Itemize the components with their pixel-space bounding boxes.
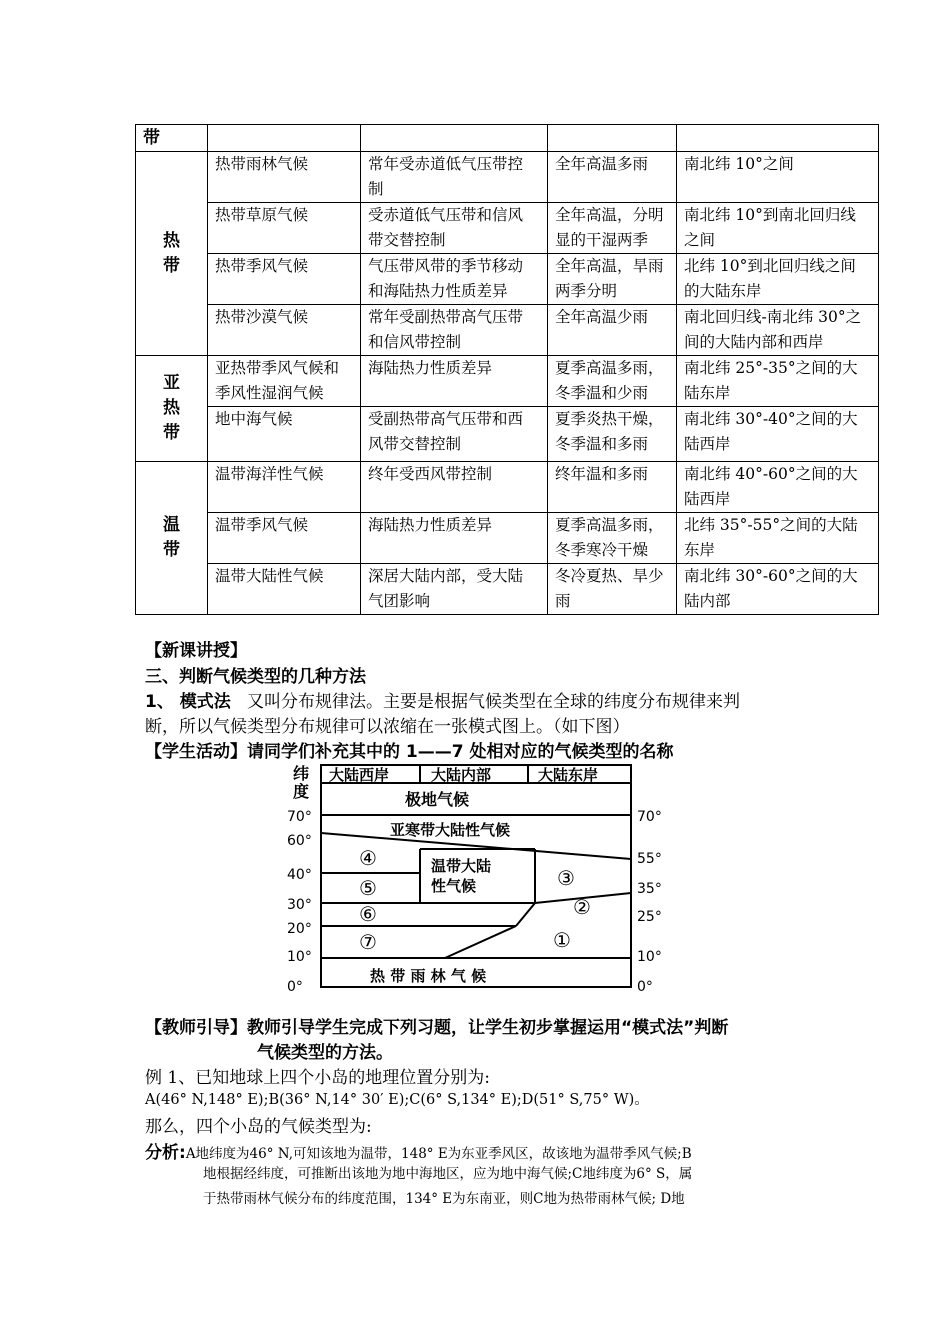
climate-cause: 终年受西风带控制 [361,462,548,513]
climate-feature: 夏季高温多雨， 冬季温和少雨 [548,356,677,407]
climate-table [135,124,879,615]
climate-range: 南北纬 10°到南北回归线 之间 [677,203,879,254]
zone-cell: 热 带 [136,152,208,356]
analysis-line-3: 于热带雨林气候分布的纬度范围，134° E为东南亚，则C地为热带雨林气候; D地 [203,1191,685,1207]
svg-text:40°: 40° [287,867,312,883]
climate-range: 南北纬 10°之间 [677,152,879,203]
example-question: 那么，四个小岛的气候类型为: [145,1117,372,1137]
circle-4: ④ [359,846,377,870]
table-row [136,564,879,615]
table-row [136,407,879,462]
zone-cell: 亚 热 带 [136,356,208,462]
climate-cause: 受副热带高气压带和西 风带交替控制 [361,407,548,462]
method-title: 1、 模式法 [145,692,231,712]
climate-cause: 深居大陆内部，受大陆 气团影响 [361,564,548,615]
climate-type: 热带雨林气候 [208,152,361,203]
svg-text:30°: 30° [287,897,312,913]
table-row [136,305,879,356]
svg-text:20°: 20° [287,921,312,937]
table-row [136,513,879,564]
svg-text:0°: 0° [287,979,303,995]
svg-text:0°: 0° [637,979,653,995]
climate-cause: 气压带风带的季节移动 和海陆热力性质差异 [361,254,548,305]
svg-text:10°: 10° [287,949,312,965]
method-text: 又叫分布规律法。主要是根据气候类型在全球的纬度分布规律来判 [246,692,740,712]
student-activity: 【学生活动】请同学们补充其中的 1——7 处相对应的气候类型的名称 [145,742,674,762]
new-lesson-heading: 【新课讲授】 [145,641,247,661]
col-inland: 大陆内部 [431,766,492,784]
rainforest-label: 热 带 雨 林 气 候 [370,967,487,985]
climate-range: 南北回归线-南北纬 30°之 间的大陆内部和西岸 [677,305,879,356]
climate-range: 南北纬 40°-60°之间的大 陆西岸 [677,462,879,513]
climate-cause: 受赤道低气压带和信风 带交替控制 [361,203,548,254]
svg-text:60°: 60° [287,833,312,849]
climate-range: 南北纬 30°-60°之间的大 陆内部 [677,564,879,615]
table-row [136,125,879,152]
climate-cause: 海陆热力性质差异 [361,513,548,564]
circle-1: ① [553,928,571,952]
col-west: 大陆西岸 [329,766,390,784]
climate-type: 地中海气候 [208,407,361,462]
climate-type: 热带草原气候 [208,203,361,254]
analysis-line-2: 地根据经纬度，可推断出该地为地中海地区，应为地中海气候;C地纬度为6° S，属 [203,1166,693,1182]
climate-range: 南北纬 30°-40°之间的大 陆西岸 [677,407,879,462]
circle-3: ③ [557,866,575,890]
tick-left: 70° [287,809,312,825]
example-coords: A(46° N,148° E);B(36° N,14° 30′ E);C(6° S,134° E);D(51° S,75° W)。 [145,1092,649,1108]
climate-type: 温带季风气候 [208,513,361,564]
climate-feature: 夏季炎热干燥， 冬季温和多雨 [548,407,677,462]
analysis-line-1: 分析:A地纬度为46° N,可知该地为温带，148° E为东亚季风区，故该地为温带季风气候;B [145,1143,692,1163]
climate-type: 温带海洋性气候 [208,462,361,513]
table-row [136,356,879,407]
table-row [136,462,879,513]
circle-7: ⑦ [359,930,377,954]
polar-label: 极地气候 [405,790,470,809]
teacher-guide-line2: 气候类型的方法。 [257,1043,393,1063]
section-heading: 三、判断气候类型的几种方法 [145,667,366,687]
circle-2: ② [573,895,591,919]
tick-right: 70° [637,809,662,825]
method-line-2: 断，所以气候类型分布规律可以浓缩在一张模式图上。（如下图） [145,717,630,737]
climate-feature: 冬冷夏热、旱少 雨 [548,564,677,615]
teacher-guide-line1: 【教师引导】教师引导学生完成下列习题，让学生初步掌握运用“模式法”判断 [145,1018,729,1038]
climate-type: 亚热带季风气候和 季风性湿润气候 [208,356,361,407]
climate-type: 温带大陆性气候 [208,564,361,615]
example-intro: 例 1、已知地球上四个小岛的地理位置分别为: [145,1068,490,1088]
method-line-1 [145,687,740,712]
circle-6: ⑥ [359,902,377,926]
zone-cell: 带 [136,125,208,152]
subarctic-label: 亚寒带大陆性气候 [390,821,511,839]
svg-text:25°: 25° [637,909,662,925]
table-row [136,203,879,254]
lat-label: 纬 [293,764,310,783]
col-east: 大陆东岸 [538,766,599,784]
climate-feature: 全年高温，旱雨 两季分明 [548,254,677,305]
climate-model-diagram [285,763,675,995]
climate-cause: 海陆热力性质差异 [361,356,548,407]
svg-text:55°: 55° [637,851,662,867]
climate-range: 南北纬 25°-35°之间的大 陆东岸 [677,356,879,407]
climate-type: 热带沙漠气候 [208,305,361,356]
svg-text:35°: 35° [637,881,662,897]
svg-text:度: 度 [293,782,310,801]
climate-type: 热带季风气候 [208,254,361,305]
climate-feature: 全年高温多雨 [548,152,677,203]
svg-text:性气候: 性气候 [431,877,477,895]
temperate-continental-label: 温带大陆 [431,857,492,875]
svg-text:10°: 10° [637,949,662,965]
zone-cell: 温 带 [136,462,208,615]
climate-feature: 全年高温少雨 [548,305,677,356]
climate-range: 北纬 35°-55°之间的大陆 东岸 [677,513,879,564]
table-row [136,152,879,203]
circle-5: ⑤ [359,876,377,900]
climate-cause: 常年受赤道低气压带控 制 [361,152,548,203]
climate-range: 北纬 10°到北回归线之间 的大陆东岸 [677,254,879,305]
climate-cause: 常年受副热带高气压带 和信风带控制 [361,305,548,356]
table-row [136,254,879,305]
climate-feature: 终年温和多雨 [548,462,677,513]
analysis-label: 分析: [145,1143,186,1163]
climate-feature: 夏季高温多雨， 冬季寒冷干燥 [548,513,677,564]
climate-feature: 全年高温，分明 显的干湿两季 [548,203,677,254]
